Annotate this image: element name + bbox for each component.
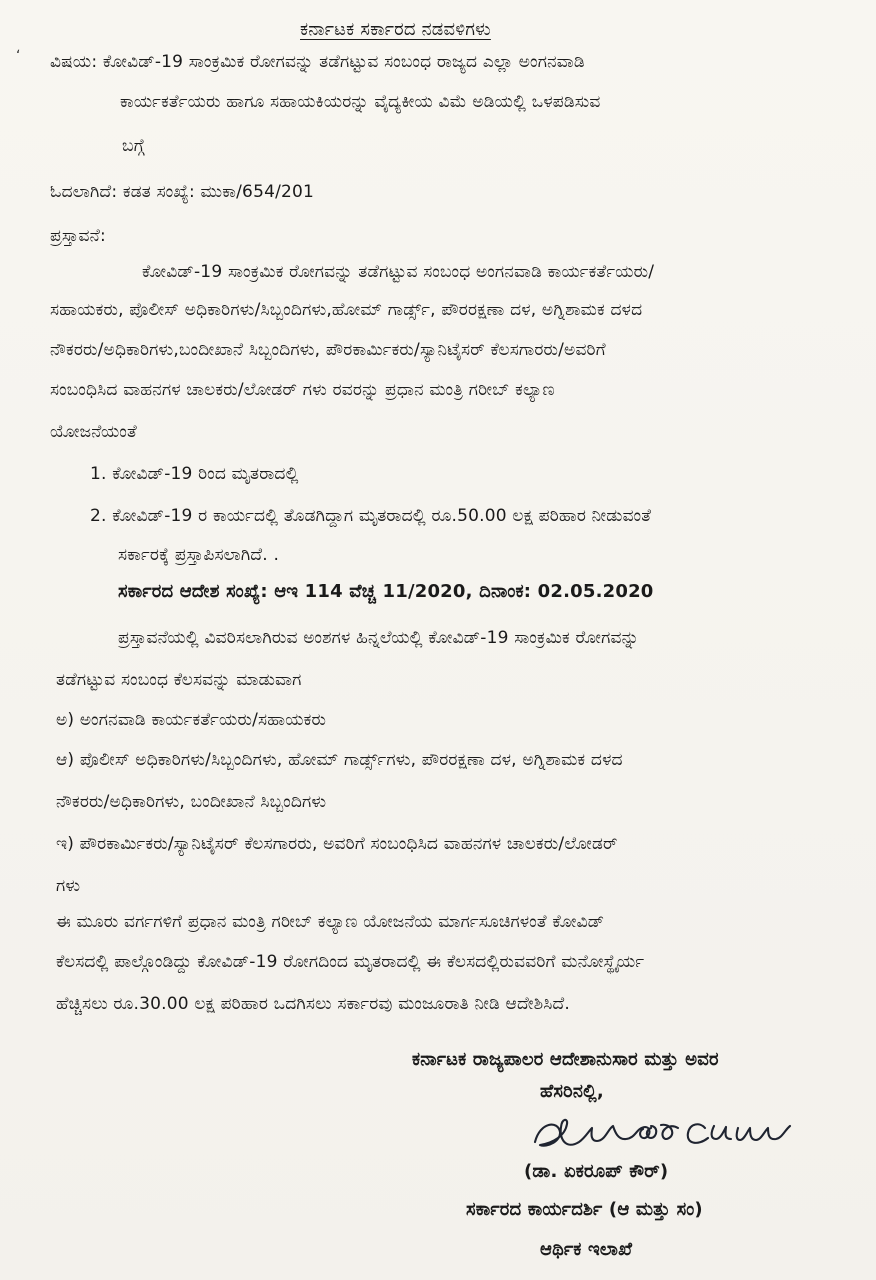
order-item-aa-line-1: ಆ) ಪೊಲೀಸ್ ಅಧಿಕಾರಿಗಳು/ಸಿಬ್ಬಂದಿಗಳು, ಹೋಮ್ ಗಾರ್ಡ್ಸ್‌ಗಳು, ಪೌರರಕ್ಷಣಾ ದಳ, ಅಗ್ನಿಶಾಮಕ ದಳದ: [56, 750, 623, 770]
department-name: ಆರ್ಥಿಕ ಇಲಾಖೆ: [540, 1239, 633, 1260]
document-title: ಕರ್ನಾಟಕ ಸರ್ಕಾರದ ನಡವಳಿಗಳು: [300, 19, 491, 40]
order-item-aa-line-2: ನೌಕರರು/ಅಧಿಕಾರಿಗಳು, ಬಂದೀಖಾನೆ ಸಿಬ್ಬಂದಿಗಳು: [56, 792, 327, 812]
order-number-heading: ಸರ್ಕಾರದ ಆದೇಶ ಸಂಖ್ಯೆ: ಆಇ 114 ವೆಚ್ಚ 11/2020, ದಿನಾಂಕ: 02.05.2020: [118, 581, 654, 602]
closing-line-1: ಕರ್ನಾಟಕ ರಾಜ್ಯಪಾಲರ ಆದೇಶಾನುಸಾರ ಮತ್ತು ಅವರ: [412, 1049, 719, 1070]
subject-line-3: ಬಗ್ಗೆ: [122, 136, 145, 156]
preamble-line-1: ಕೋವಿಡ್-19 ಸಾಂಕ್ರಮಿಕ ರೋಗವನ್ನು ತಡೆಗಟ್ಟುವ ಸಂಬಂಧ ಅಂಗನವಾಡಿ ಕಾರ್ಯಕರ್ತೆಯರು/: [142, 262, 655, 282]
subject-line-1: ವಿಷಯ: ಕೋವಿಡ್-19 ಸಾಂಕ್ರಮಿಕ ರೋಗವನ್ನು ತಡೆಗಟ್ಟುವ ಸಂಬಂಧ ರಾಜ್ಯದ ಎಲ್ಲಾ ಅಂಗನವಾಡಿ: [50, 52, 585, 72]
list-item-1: 1. ಕೋವಿಡ್-19 ರಿಂದ ಮೃತರಾದಲ್ಲಿ: [90, 464, 299, 484]
list-item-2-line-1: 2. ಕೋವಿಡ್-19 ರ ಕಾರ್ಯದಲ್ಲಿ ತೊಡಗಿದ್ದಾಗ ಮೃತರಾದಲ್ಲಿ ರೂ.50.00 ಲಕ್ಷ ಪರಿಹಾರ ನೀಡುವಂತೆ: [90, 506, 652, 526]
preamble-heading: ಪ್ರಸ್ತಾವನೆ:: [50, 226, 106, 246]
preamble-line-2: ಸಹಾಯಕರು, ಪೊಲೀಸ್ ಅಧಿಕಾರಿಗಳು/ಸಿಬ್ಬಂದಿಗಳು,ಹೋಮ್ ಗಾರ್ಡ್ಸ್, ಪೌರರಕ್ಷಣಾ ದಳ, ಅಗ್ನಿಶಾಮಕ ದಳದ: [50, 300, 643, 320]
order-line-2: ತಡೆಗಟ್ಟುವ ಸಂಬಂಧ ಕೆಲಸವನ್ನು ಮಾಡುವಾಗ: [56, 670, 302, 690]
margin-mark: ʻ: [16, 48, 21, 64]
order-item-i-line-1: ಇ) ಪೌರಕಾರ್ಮಿಕರು/ಸ್ಯಾನಿಟೈಸರ್ ಕೆಲಸಗಾರರು, ಅವರಿಗೆ ಸಂಬಂಧಿಸಿದ ವಾಹನಗಳ ಚಾಲಕರು/ಲೋಡರ್: [56, 834, 618, 854]
order-item-i-line-2: ಗಳು: [56, 876, 81, 896]
order-final-line-3: ಹೆಚ್ಚಿಸಲು ರೂ.30.00 ಲಕ್ಷ ಪರಿಹಾರ ಒದಗಿಸಲು ಸರ್ಕಾರವು ಮಂಜೂರಾತಿ ನೀಡಿ ಆದೇಶಿಸಿದೆ.: [56, 994, 570, 1014]
subject-line-2: ಕಾರ್ಯಕರ್ತೆಯರು ಹಾಗೂ ಸಹಾಯಕಿಯರನ್ನು ವೈದ್ಯಕೀಯ ವಿಮೆ ಅಡಿಯಲ್ಲಿ ಒಳಪಡಿಸುವ: [120, 92, 601, 112]
signer-designation: ಸರ್ಕಾರದ ಕಾರ್ಯದರ್ಶಿ (ಆ ಮತ್ತು ಸಂ): [466, 1199, 703, 1220]
closing-line-2: ಹೆಸರಿನಲ್ಲಿ,: [540, 1081, 604, 1102]
handwritten-signature: [530, 1108, 800, 1164]
signer-name: (ಡಾ. ಏಕರೂಪ್ ಕೌರ್): [524, 1161, 669, 1182]
order-final-line-1: ಈ ಮೂರು ವರ್ಗಗಳಿಗೆ ಪ್ರಧಾನ ಮಂತ್ರಿ ಗರೀಬ್ ಕಲ್ಯಾಣ ಯೋಜನೆಯ ಮಾರ್ಗಸೂಚಿಗಳಂತೆ ಕೋವಿಡ್: [56, 912, 605, 932]
order-line-1: ಪ್ರಸ್ತಾವನೆಯಲ್ಲಿ ವಿವರಿಸಲಾಗಿರುವ ಅಂಶಗಳ ಹಿನ್ನಲೆಯಲ್ಲಿ ಕೋವಿಡ್-19 ಸಾಂಕ್ರಮಿಕ ರೋಗವನ್ನು: [118, 628, 639, 648]
list-item-2-line-2: ಸರ್ಕಾರಕ್ಕೆ ಪ್ರಸ್ತಾಪಿಸಲಾಗಿದೆ. .: [118, 545, 280, 565]
order-item-a: ಅ) ಅಂಗನವಾಡಿ ಕಾರ್ಯಕರ್ತೆಯರು/ಸಹಾಯಕರು: [56, 710, 327, 730]
preamble-line-4: ಸಂಬಂಧಿಸಿದ ವಾಹನಗಳ ಚಾಲಕರು/ಲೋಡರ್ ಗಳು ರವರನ್ನು ಪ್ರಧಾನ ಮಂತ್ರಿ ಗರೀಬ್ ಕಲ್ಯಾಣ: [50, 380, 555, 400]
order-final-line-2: ಕೆಲಸದಲ್ಲಿ ಪಾಲ್ಗೊಂಡಿದ್ದು ಕೋವಿಡ್-19 ರೋಗದಿಂದ ಮೃತರಾದಲ್ಲಿ ಈ ಕೆಲಸದಲ್ಲಿರುವವರಿಗೆ ಮನೋಸ್ಥೈರ್ಯ: [56, 952, 645, 972]
preamble-line-5: ಯೋಜನೆಯಂತೆ: [50, 422, 137, 442]
reference-line: ಓದಲಾಗಿದೆ: ಕಡತ ಸಂಖ್ಯೆ: ಮುಕಾ/654/201: [50, 182, 315, 202]
preamble-line-3: ನೌಕರರು/ಅಧಿಕಾರಿಗಳು,ಬಂದೀಖಾನೆ ಸಿಬ್ಬಂದಿಗಳು, ಪೌರಕಾರ್ಮಿಕರು/ಸ್ಯಾನಿಟೈಸರ್ ಕೆಲಸಗಾರರು/ಅವರಿಗೆ: [50, 340, 606, 360]
